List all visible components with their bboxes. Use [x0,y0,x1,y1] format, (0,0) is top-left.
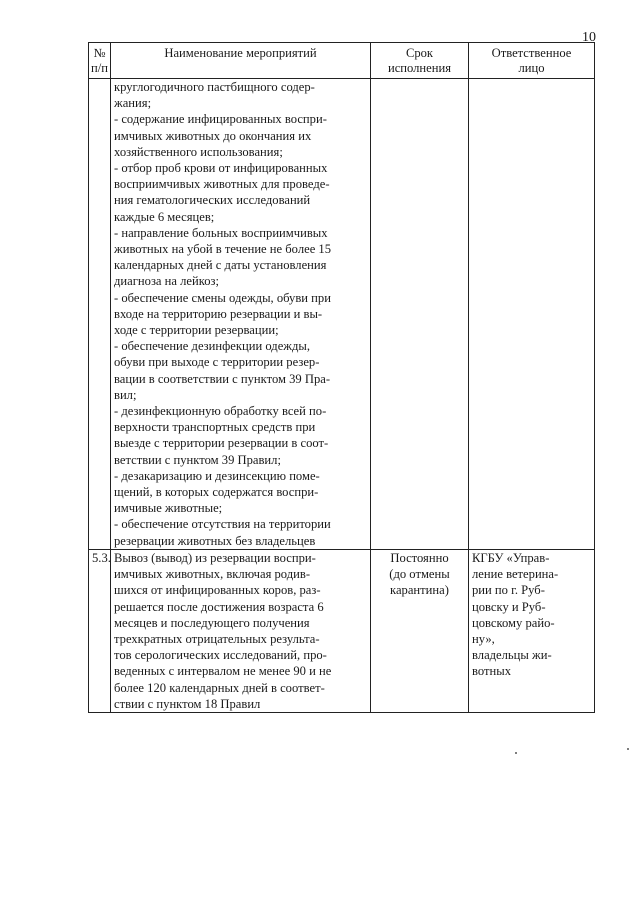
text-line: - обеспечение отсутствия на территории [114,517,331,532]
text-line: более 120 календарных дней в соответ- [114,680,325,695]
table-row [89,79,595,550]
text-line: вации в соответствии с пунктом 39 Пра- [114,371,331,386]
header-name: Наименование мероприятий [111,43,371,79]
text-line: - содержание инфицированных воспри- [114,112,327,127]
table-header-row [89,43,595,79]
text-line: ветствии с пунктом 39 Правил; [114,452,281,467]
measures-table [88,42,595,713]
text-line: цовскому райо- [472,615,555,630]
header-responsible: Ответственное лицо [469,43,595,79]
text-line: тов серологических исследований, про- [114,648,327,663]
text-line: трехкратных отрицательных результа- [114,631,320,646]
table-row [89,549,595,712]
term-text [371,549,469,712]
text-line: - направление больных восприимчивых [114,225,328,240]
text-line: - дезакаризацию и дезинсекцию поме- [114,468,320,483]
text-line: Вывоз (вывод) из резервации воспри- [114,550,316,565]
text-line: диагноза на лейкоз; [114,274,219,289]
text-line: цовску и Руб- [472,599,546,614]
text-line: имчивых животных, включая родив- [114,567,311,582]
text-line: входе на территорию резервации и вы- [114,306,323,321]
text-line: обуви при выходе с территории резер- [114,355,320,370]
text-line: ходе с территории резервации; [114,323,279,338]
text-line: веденных с интервалом не менее 90 и не [114,664,332,679]
scan-speck [627,748,629,750]
text-line: решается после достижения возраста 6 [114,599,324,614]
text-line: ну», [472,631,495,646]
row-number [89,79,111,550]
measure-text [111,79,371,550]
responsible-text [469,79,595,550]
text-line: (до отмены [389,567,450,582]
header-term: Срок исполнения [371,43,469,79]
text-line: календарных дней с даты установления [114,258,327,273]
text-line: ния гематологических исследований [114,193,311,208]
text-line: месяцев и последующего получения [114,615,310,630]
scan-speck [515,752,517,754]
text-line: верхности транспортных средств при [114,420,316,435]
term-text [371,79,469,550]
text-line: щений, в которых содержатся воспри- [114,485,319,500]
text-line: жания; [114,96,152,111]
text-line: круглогодичного пастбищного содер- [114,80,315,94]
header-num: № п/п [89,43,111,79]
text-line: - дезинфекционную обработку всей по- [114,404,327,419]
text-line: - отбор проб крови от инфицированных [114,161,328,176]
page-number: 10 [582,30,596,45]
text-line: животных на убой в течение не более 15 [114,242,332,257]
text-line: - обеспечение смены одежды, обуви при [114,290,331,305]
text-line: рии по г. Руб- [472,583,545,598]
text-line: - обеспечение дезинфекции одежды, [114,339,311,354]
text-line: вотных [472,664,511,679]
measure-text [111,549,371,712]
text-line: Постоянно [390,550,449,565]
text-line: имчивые животные; [114,501,223,516]
text-line: восприимчивых животных для проведе- [114,177,330,192]
text-line: выезде с территории резервации в соот- [114,436,329,451]
text-line: ление ветерина- [472,567,559,582]
text-line: ствии с пунктом 18 Правил [114,696,261,711]
responsible-text [469,549,595,712]
text-line: имчивых животных до окончания их [114,128,312,143]
text-line: владельцы жи- [472,648,552,663]
row-number: 5.3. [89,549,111,712]
text-line: каждые 6 месяцев; [114,209,215,224]
text-line: КГБУ «Управ- [472,550,550,565]
text-line: резервации животных без владельцев [114,533,316,548]
text-line: карантина) [390,583,449,598]
text-line: вил; [114,387,137,402]
text-line: шихся от инфицированных коров, раз- [114,583,321,598]
text-line: хозяйственного использования; [114,144,283,159]
